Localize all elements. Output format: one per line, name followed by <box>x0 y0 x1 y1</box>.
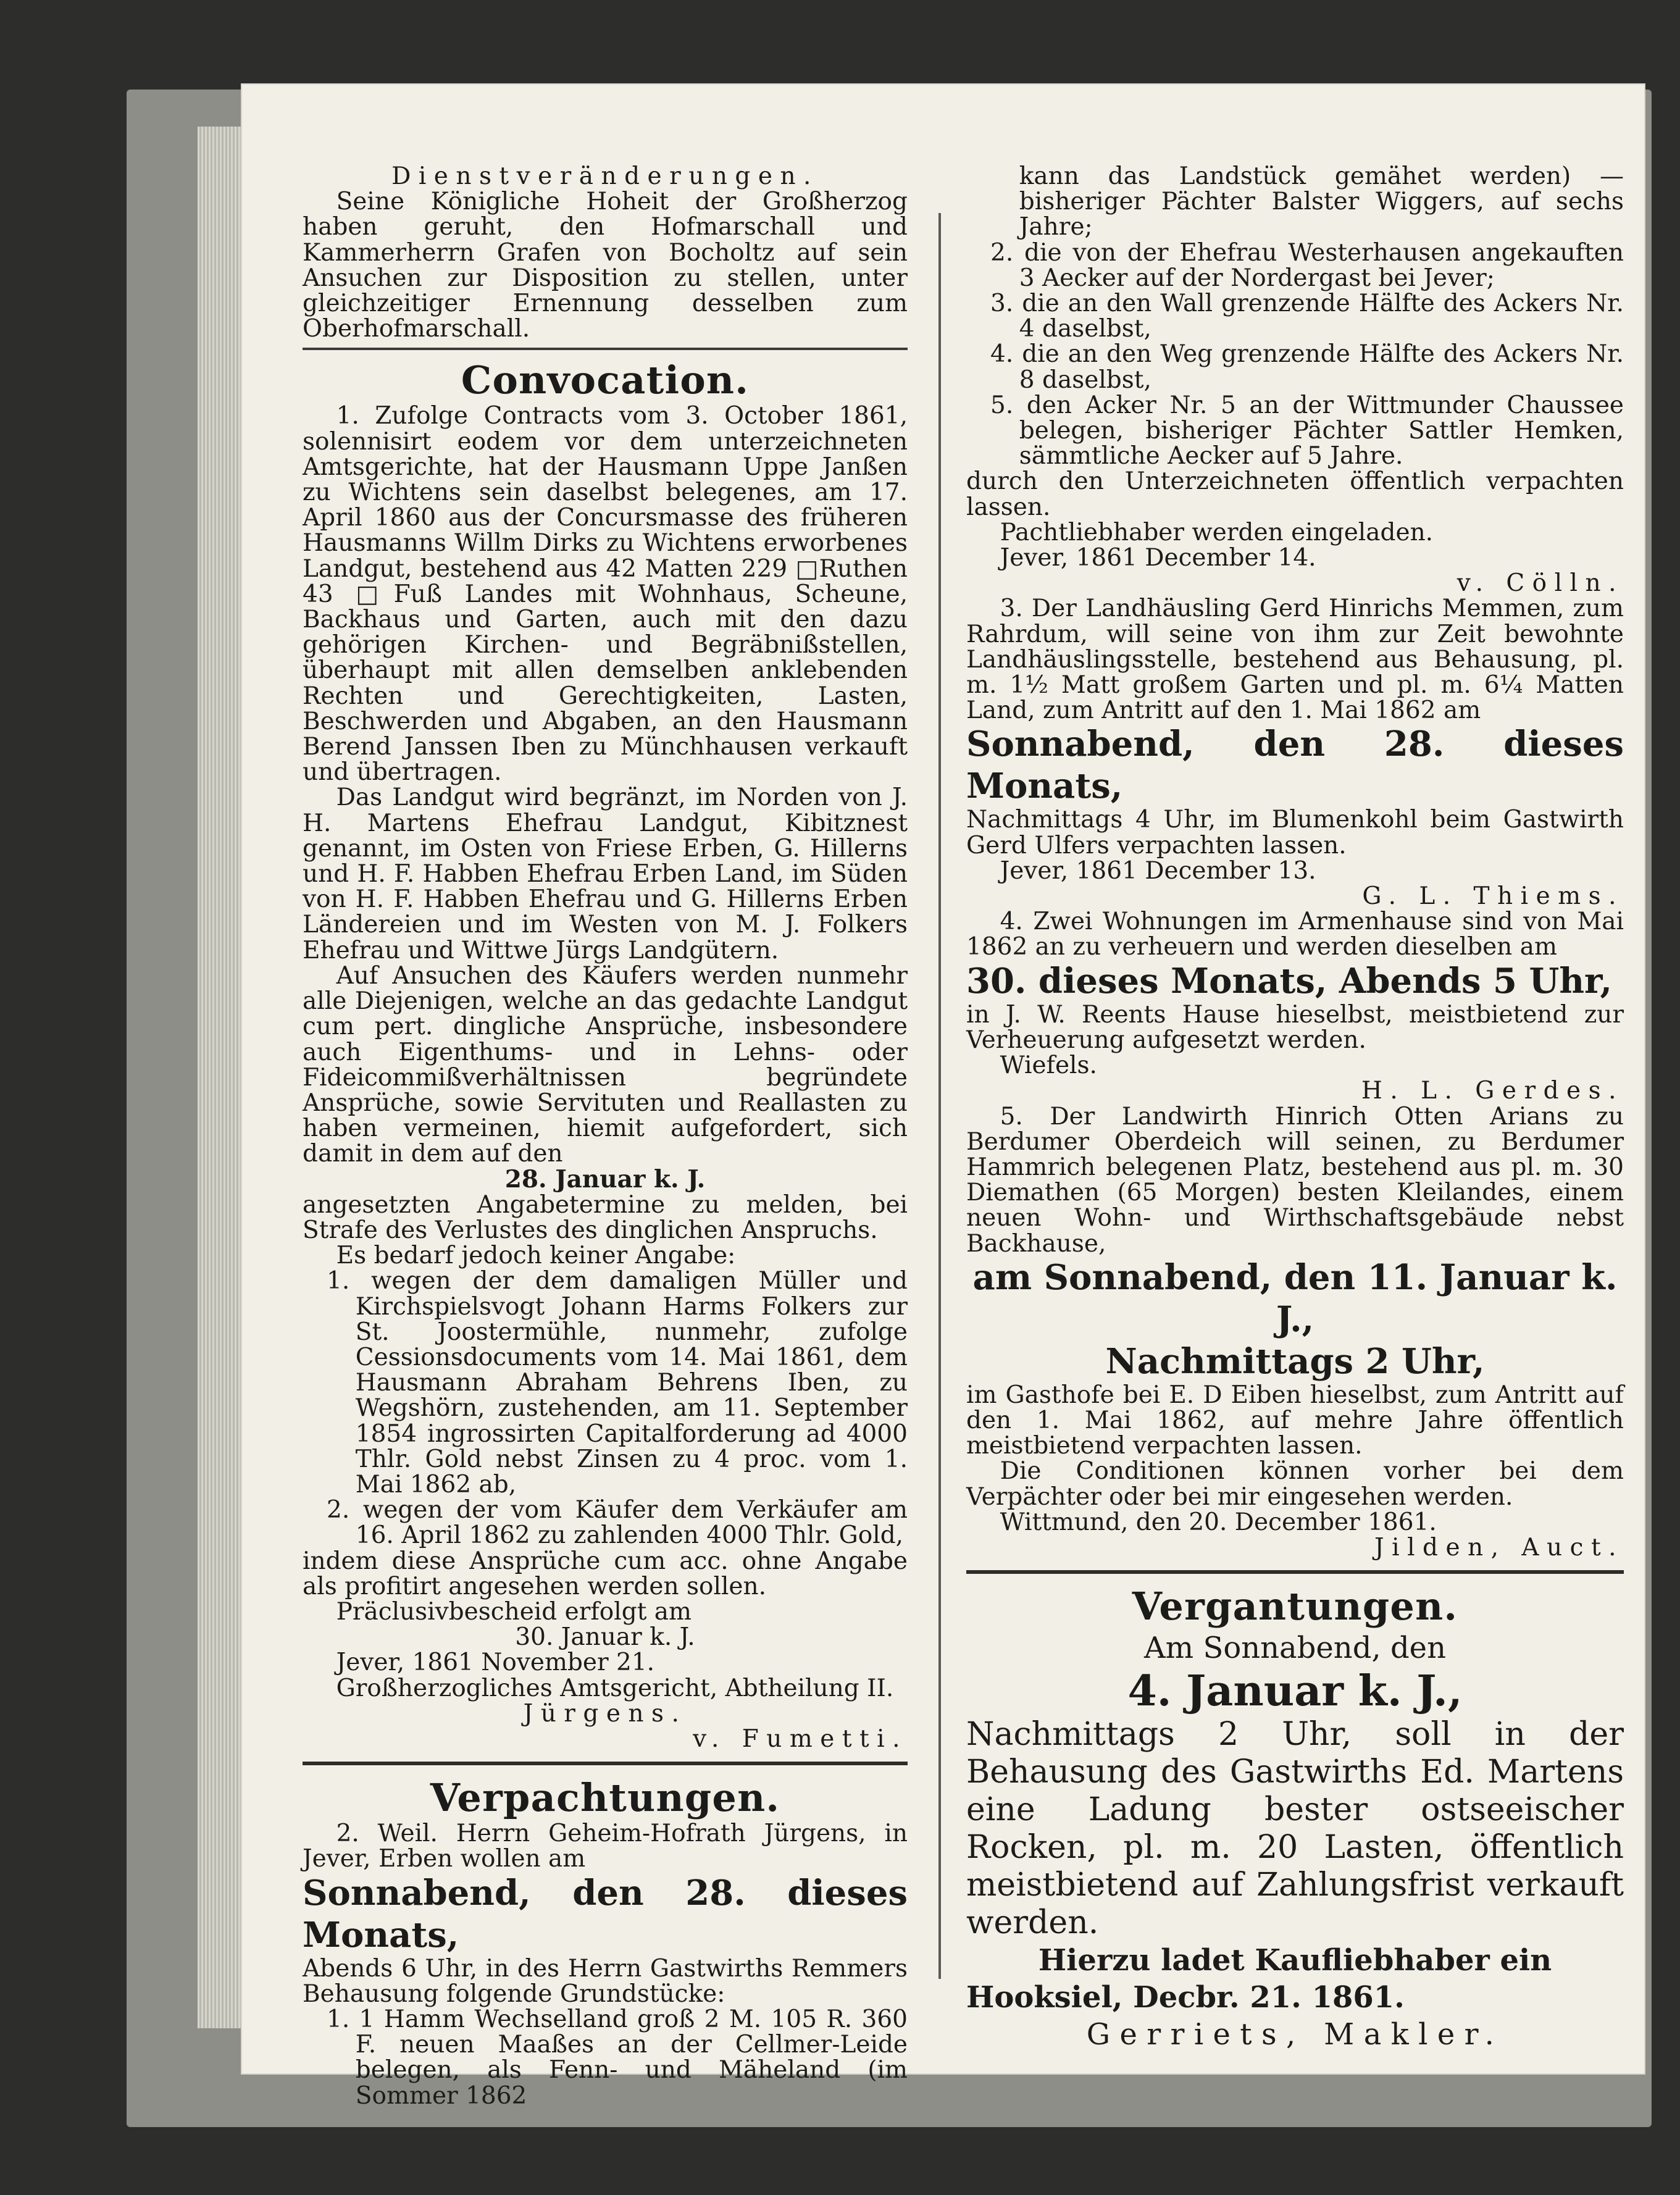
convocation-date: 28. Januar k. J. <box>504 1164 706 1194</box>
divider <box>303 348 908 350</box>
vergantung-date: 4. Januar k. J., <box>1127 1666 1463 1716</box>
verpachtung-place: Wiefels. <box>1000 1052 1097 1080</box>
verpachtung-paragraph: Pachtliebhaber werden eingeladen. <box>1000 518 1434 546</box>
verpachtung-paragraph: in J. W. Reents Hause hieselbst, meistbietend zur Verheuerung aufgesetzt werden. <box>966 1000 1624 1054</box>
convocation-paragraph: Präclusivbescheid erfolgt am <box>336 1597 692 1626</box>
verpachtung-list-item: 5. den Acker Nr. 5 an der Wittmunder Chaussee belegen, bisheriger Pächter Sattler Hemken, sämmtliche Aecker auf 5 Jahre. <box>990 391 1624 470</box>
convocation-list-item: 1. wegen der dem damaligen Müller und Kirchspielsvogt Johann Harms Folkers zur St. Joostermühle, nunmehr, zufolge Cessionsdocuments vom 14. Mai 1861, dem Hausmann Abraham Behrens Iben, zu Wegshörn, zustehenden, am 11. September 1854 ingrossirten Capitalforderung ad 4000 Thlr. Gold nebst Zinsen zu 4 proc. vom 1. Mai 1862 ab, <box>327 1267 908 1499</box>
verpachtung-paragraph: 2. Weil. Herrn Geheim-Hofrath Jürgens, in Jever, Erben wollen am <box>303 1820 908 1873</box>
convocation-place-date: Jever, 1861 November 21. <box>336 1649 655 1677</box>
convocation-signature: Jürgens. <box>523 1699 687 1728</box>
divider <box>966 1570 1624 1574</box>
verpachtung-place-date: Wittmund, den 20. December 1861. <box>1000 1508 1437 1536</box>
page-edges <box>198 127 246 2028</box>
verpachtung-place-date: Jever, 1861 December 13. <box>1000 856 1316 885</box>
verpachtung-date: 30. dieses Monats, Abends 5 Uhr, <box>966 960 1612 1001</box>
vergantung-place-date: Hooksiel, Decbr. 21. 1861. <box>966 1980 1405 2015</box>
verpachtung-time: Nachmittags 2 Uhr, <box>1105 1340 1485 1382</box>
verpachtung-list-item: 2. die von der Ehefrau Westerhausen angekauften 3 Aecker auf der Nordergast bei Jever; <box>990 238 1624 292</box>
newspaper-page <box>241 83 1645 2110</box>
verpachtung-list-item: 3. die an den Wall grenzende Hälfte des Ackers Nr. 4 daselbst, <box>990 290 1624 343</box>
verpachtung-signature: Jilden, Auct. <box>1374 1533 1624 1562</box>
convocation-paragraph: Es bedarf jedoch keiner Angabe: <box>336 1242 736 1270</box>
left-column <box>303 164 908 2109</box>
divider <box>303 1762 908 1765</box>
convocation-heading: Convocation. <box>461 357 750 403</box>
verpachtung-paragraph: 5. Der Landwirth Hinrich Otten Arians zu Berdumer Oberdeich will seinen, zu Berdumer Hammrich belegenen Platz, bestehend aus pl. m. 30 Diemathen (65 Morgen) besten Kleilandes, einem neuen Wohn- und Wirthschaftsgebäude nebst Backhause, <box>966 1102 1624 1258</box>
convocation-paragraph: Auf Ansuchen des Käufers werden nunmehr alle Diejenigen, welche an das gedachte Landgut cum pert. dingliche Ansprüche, insbesondere auch Eigenthums- und in Lehns- oder Fideicommißverhältnissen begründete Ansprüche, sowie Servituten und Reallasten zu haben vermeinen, hiemit aufgefordert, sich damit in dem auf den <box>303 961 908 1168</box>
verpachtungen-heading: Verpachtungen. <box>430 1775 780 1821</box>
convocation-paragraph: 1. Zufolge Contracts vom 3. October 1861, solennisirt eodem vor dem unterzeichneten Amtsgerichte, hat der Hausmann Uppe Janßen zu Wichtens sein daselbst belegenes, am 17. April 1860 aus der Concursmasse des früheren Hausmanns Willm Dirks zu Wichtens erworbenes Landgut, bestehend aus 42 Matten 229 □Ruthen 43 □Fuß Landes mit Wohnhaus, Scheune, Backhaus und Garten, auch mit den dazu gehörigen Kirchen- und Begräbnißstellen, überhaupt mit allen demselben anklebenden Rechten und Gerechtigkeiten, Lasten, Beschwerden und Abgaben, an den Hausmann Berend Janssen Iben zu Münchhausen verkauft und übertragen. <box>303 402 908 787</box>
convocation-paragraph: indem diese Ansprüche cum acc. ohne Angabe als profitirt angesehen werden sollen. <box>303 1547 908 1600</box>
convocation-signature: v. Fumetti. <box>693 1725 908 1753</box>
verpachtung-date: Sonnabend, den 28. dieses Monats, <box>303 1872 908 1955</box>
verpachtung-signature: v. Cölln. <box>1456 569 1624 598</box>
convocation-paragraph: Das Landgut wird begränzt, im Norden von J. H. Martens Ehefrau Landgut, Kibitznest genannt, im Osten von Friese Erben, G. Hillerns und H. F. Habben Ehefrau Erben Land, im Süden von H. F. Habben Ehefrau und G. Hillerns Erben Ländereien und im Westen von M. J. Folkers Ehefrau und Wittwe Jürgs Landgütern. <box>303 784 908 964</box>
verpachtung-paragraph: 3. Der Landhäusling Gerd Hinrichs Memmen, zum Rahrdum, will seine von ihm zur Zeit bewohnte Landhäuslingsstelle, bestehend aus Behausung, pl. m. 1½ Matt großem Garten und pl. m. 6¼ Matten Land, zum Antritt auf den 1. Mai 1862 am <box>966 595 1624 725</box>
verpachtung-date: am Sonnabend, den 11. Januar k. J., <box>972 1256 1618 1340</box>
verpachtung-paragraph: durch den Unterzeichneten öffentlich verpachten lassen. <box>966 467 1624 521</box>
dienst-text: Seine Königliche Hoheit der Großherzog haben geruht, den Hofmarschall und Kammerherrn Grafen von Bocholtz auf sein Ansuchen zur Disposition zu stellen, unter gleichzeitiger Ernennung desselben zum Oberhofmarschall. <box>303 188 908 343</box>
verpachtung-signature: G. L. Thiems. <box>1362 882 1624 911</box>
verpachtung-date: Sonnabend, den 28. dieses Monats, <box>966 724 1624 807</box>
verpachtung-list-item: 1. 1 Hamm Wechselland groß 2 M. 105 R. 360 F. neuen Maaßes an der Cellmer-Leide belegen, als Fenn- und Mäheland (im Sommer 1862 <box>327 2005 908 2110</box>
verpachtung-paragraph: Nachmittags 4 Uhr, im Blumenkohl beim Gastwirth Gerd Ulfers verpachten lassen. <box>966 806 1624 859</box>
verpachtung-paragraph: im Gasthofe bei E. D Eiben hieselbst, zum Antritt auf den 1. Mai 1862, auf mehre Jahre öffentlich meistbietend verpachten lassen. <box>966 1381 1624 1460</box>
right-column <box>966 164 1624 2053</box>
verpachtung-paragraph: Die Conditionen können vorher bei dem Verpächter oder bei mir eingesehen werden. <box>966 1457 1624 1511</box>
dienst-heading: Dienstveränderungen. <box>391 162 819 190</box>
vergantung-signature: Gerriets, Makler. <box>1086 2017 1504 2052</box>
verpachtung-place-date: Jever, 1861 December 14. <box>1000 544 1316 572</box>
verpachtung-list-item: kann das Landstück gemähet werden) — bisheriger Pächter Balster Wiggers, auf sechs Jahre; <box>1019 162 1624 241</box>
verpachtung-paragraph: 4. Zwei Wohnungen im Armenhause sind von Mai 1862 an zu verheuern und werden dieselben am <box>966 908 1624 961</box>
convocation-paragraph: angesetzten Angabetermine zu melden, bei Strafe des Verlustes des dinglichen Anspruchs. <box>303 1190 908 1244</box>
convocation-court: Großherzogliches Amtsgericht, Abtheilung II. <box>336 1674 894 1702</box>
vergantungen-heading: Vergantungen. <box>1132 1584 1458 1629</box>
vergantung-text: Hierzu ladet Kaufliebhaber ein <box>1038 1943 1552 1978</box>
convocation-list-item: 2. wegen der vom Käufer dem Verkäufer am 16. April 1862 zu zahlenden 4000 Thlr. Gold, <box>327 1496 908 1550</box>
column-rule <box>938 213 941 1979</box>
vergantung-line: Am Sonnabend, den <box>1144 1631 1446 1666</box>
vergantung-text: Nachmittags 2 Uhr, soll in der Behausung des Gastwirths Ed. Martens eine Ladung bester ostseeischer Rocken, pl. m. 20 Lasten, öffentlich meistbietend auf Zahlungsfrist verkauft werden. <box>966 1716 1624 1942</box>
convocation-date: 30. Januar k. J. <box>515 1623 695 1652</box>
verpachtung-paragraph: Abends 6 Uhr, in des Herrn Gastwirths Remmers Behausung folgende Grundstücke: <box>303 1954 908 2008</box>
verpachtung-list-item: 4. die an den Weg grenzende Hälfte des Ackers Nr. 8 daselbst, <box>990 340 1624 394</box>
verpachtung-signature: H. L. Gerdes. <box>1361 1077 1624 1105</box>
